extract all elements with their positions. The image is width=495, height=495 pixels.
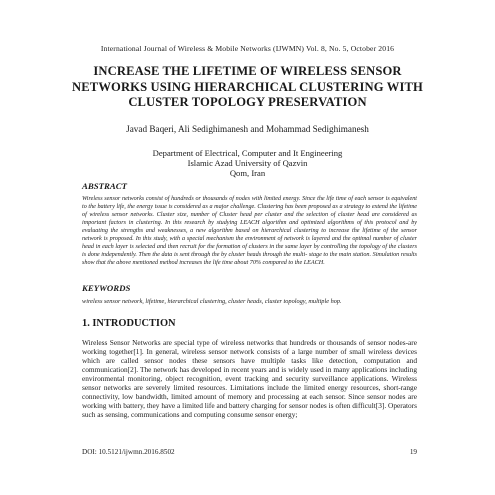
introduction-text: Wireless Sensor Networks are special type of wireless networks that hundreds or thousands of sensor nodes-are working together[1]. In general, wireless sensor network consists of a large number of small wireless devices which are called sensor nodes these sensors have multiple tasks like detection, computation and communication[2]. The network has developed in recent years and is widely used in many applications including environmental monitoring, object recognition, event tracking and security surveillance applications. Wireless sensor networks are severely limited resources. Limitations include the limited energy resources, short-range connectivity, low bandwidth, limited amount of memory and processing at each sensor. Since sensor nodes are working with battery, they have a limited life and battery charging for sensor nodes is often difficult[3]. Operators such as sensing, communications and computing consume sensor energy; — [82, 338, 417, 419]
journal-header: International Journal of Wireless & Mobile Networks (IJWMN) Vol. 8, No. 5, October 2016 — [100, 44, 395, 53]
paper-title: INCREASE THE LIFETIME OF WIRELESS SENSOR NETWORKS USING HIERARCHICAL CLUSTERING WITH CLUSTER TOPOLOGY PRESERVATION — [72, 64, 423, 110]
doi-text: DOI: 10.5121/ijwmn.2016.8502 — [82, 448, 175, 456]
affiliation-line-3: Qom, Iran — [229, 168, 266, 179]
affiliation-line-2: Islamic Azad University of Qazvin — [187, 158, 308, 169]
abstract-text: Wireless sensor networks consist of hundreds or thousands of nodes with limited energy. Since the life time of each sensor is equivalent to the battery life, the energy issue is considered as a major challenge. Clustering has been proposed as a strategy to extend the lifetime of wireless sensor networks. Cluster size, number of Cluster head per cluster and the selection of cluster head are considered as important factors in clustering. In this research by studying LEACH algorithm and optimized algorithms of this protocol and by evaluating the strengths and weaknesses, a new algorithm based on hierarchical clustering to increase the lifetime of the sensor network is proposed. In this study, with a special mechanism the environment of network is layered and the optimal number of cluster head in each layer is selected and then recruit for the formation of clusters in the same layer by controlling the topology of the clusters is done independently. Then the data is sent through the by cluster heads through the multi- stage to the main station. Simulation results show that the above mentioned method increases the life time about 70% compared to the LEACH. — [82, 196, 417, 266]
keywords-heading: KEYWORDS — [82, 283, 131, 293]
keywords-text: wireless sensor network, lifetime, hierarchical clustering, cluster heads, cluster topology, multiple hop. — [82, 298, 342, 305]
page-number: 19 — [409, 448, 417, 456]
introduction-heading: 1. INTRODUCTION — [82, 318, 176, 329]
affiliation — [0, 148, 495, 179]
abstract-heading: ABSTRACT — [82, 181, 127, 191]
authors: Javad Baqeri, Ali Sedighimanesh and Mohammad Sedighimanesh — [126, 124, 369, 134]
affiliation-line-1: Department of Electrical, Computer and It Engineering — [152, 148, 343, 158]
